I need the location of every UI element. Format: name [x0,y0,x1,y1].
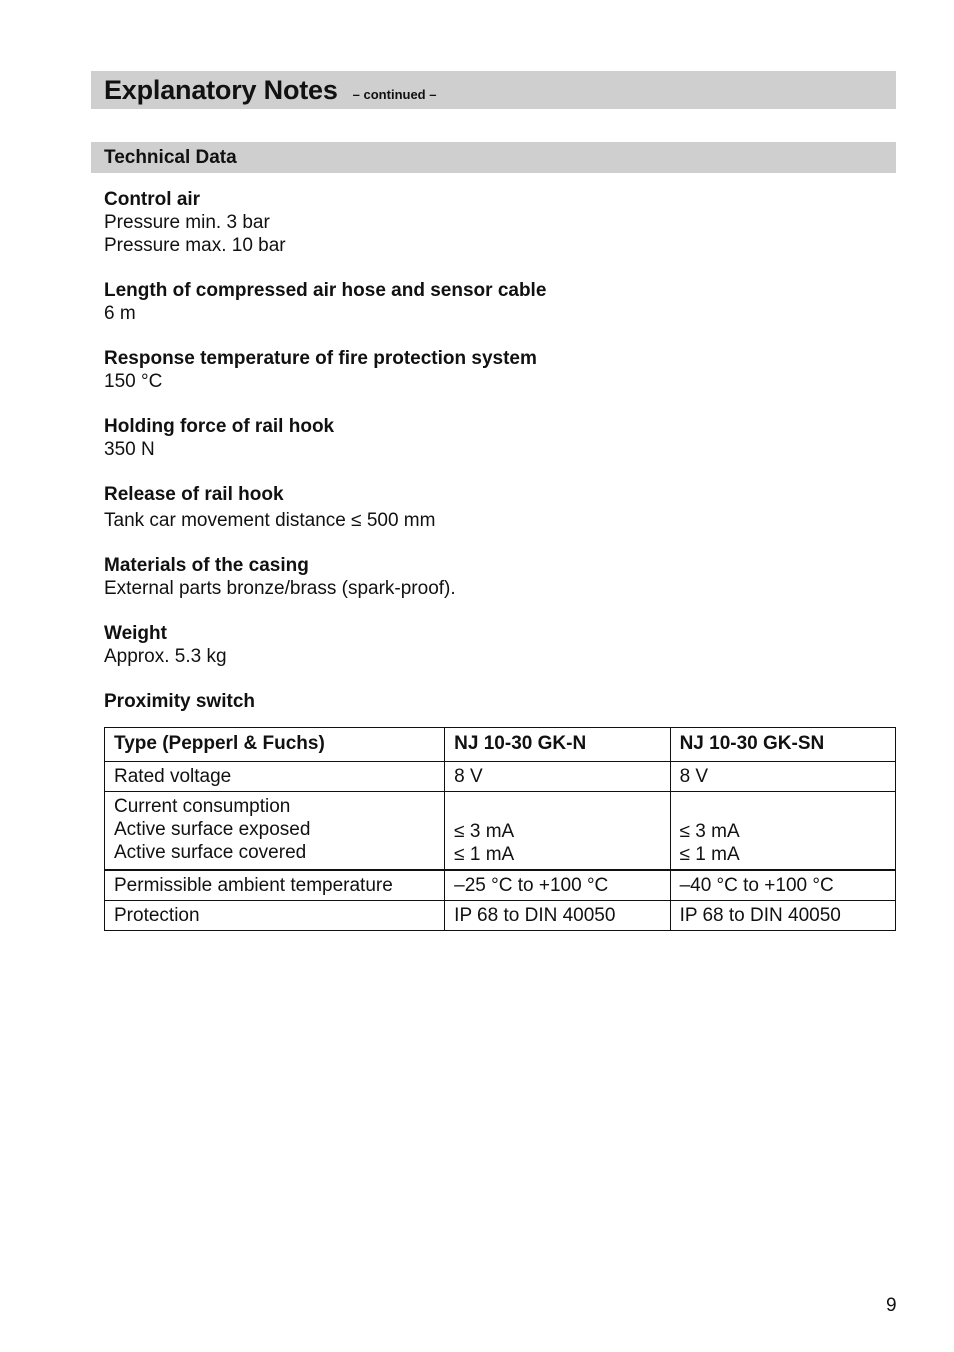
technical-data-list [104,188,896,713]
cell-line: ≤ 1 mA [679,844,740,865]
item-response-temperature [104,347,896,393]
item-control-air [104,188,896,257]
item-value: 350 N [104,439,155,460]
item-value: Approx. 5.3 kg [104,646,227,667]
table-cell-label [105,762,445,792]
cell-line: Active surface covered [114,842,307,863]
page-subtitle: – continued – [352,87,437,102]
table-cell-value [445,870,670,901]
table-cell-label [105,792,445,871]
item-label: Response temperature of fire protection system [104,348,537,369]
table-cell-label [105,901,445,931]
item-casing-materials [104,554,896,600]
table-header-gk-sn: NJ 10-30 GK-SN [670,728,895,762]
table-row [105,792,896,871]
item-release-rail-hook [104,483,896,532]
table-header-type: Type (Pepperl & Fuchs) [105,728,445,762]
table-row [105,901,896,931]
table-cell-value [670,870,895,901]
section-title: Technical Data [104,146,237,168]
item-value: 150 °C [104,371,163,392]
table-cell-value [670,792,895,871]
item-label: Control air [104,189,201,210]
cell-line: Rated voltage [114,766,232,787]
cell-line: 8 V [454,766,483,787]
page-number: 9 [886,1295,897,1316]
item-value: Pressure max. 10 bar [104,235,286,256]
item-value: Tank car movement distance ≤ 500 mm [104,510,436,531]
cell-line: –40 °C to +100 °C [679,875,834,896]
cell-line: –25 °C to +100 °C [454,875,609,896]
cell-line: ≤ 1 mA [454,844,515,865]
cell-line: ≤ 3 mA [679,821,740,842]
table-cell-value [670,762,895,792]
cell-line: Current consumption [114,796,291,817]
table-cell-value [445,901,670,931]
item-label: Release of rail hook [104,484,284,505]
item-value: External parts bronze/brass (spark-proof). [104,578,456,599]
proximity-switch-heading: Proximity switch [104,691,255,712]
table-cell-value [445,762,670,792]
section-bar [91,142,896,173]
cell-line: IP 68 to DIN 40050 [679,905,841,926]
item-label: Holding force of rail hook [104,416,335,437]
item-label: Materials of the casing [104,555,309,576]
item-label: Weight [104,623,167,644]
table-header-row [105,728,896,762]
table-cell-label [105,870,445,901]
page-title: Explanatory Notes [104,74,338,105]
table-row [105,762,896,792]
item-value: Pressure min. 3 bar [104,212,270,233]
cell-line: Protection [114,905,200,926]
cell-line: IP 68 to DIN 40050 [454,905,616,926]
item-value: 6 m [104,303,136,324]
proximity-switch-table [104,727,896,931]
table-row [105,870,896,901]
item-hose-length [104,279,896,325]
cell-line: 8 V [679,766,709,787]
table-cell-value [445,792,670,871]
item-holding-force [104,415,896,461]
cell-line: Active surface exposed [114,819,311,840]
item-label: Length of compressed air hose and sensor cable [104,280,547,301]
table-cell-value [670,901,895,931]
cell-line: Permissible ambient temperature [114,875,393,896]
item-weight [104,622,896,668]
title-bar [91,71,896,109]
cell-line: ≤ 3 mA [454,821,515,842]
table-header-gk-n: NJ 10-30 GK-N [445,728,670,762]
